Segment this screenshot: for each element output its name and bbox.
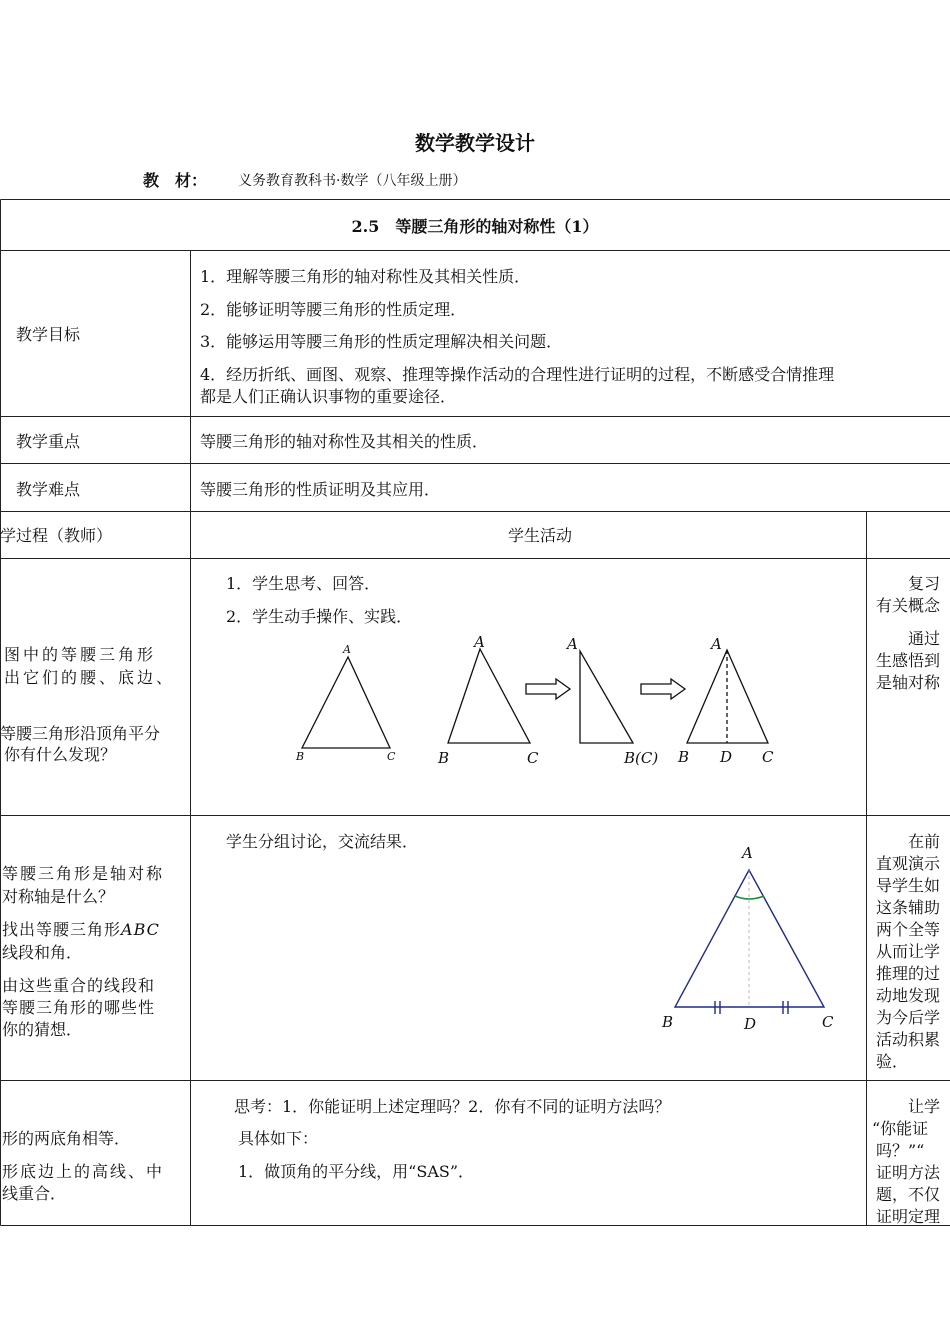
textbook-label: 教 材： bbox=[143, 171, 208, 190]
row2-note-8: 动地发现 bbox=[876, 986, 941, 1005]
objective-2: 2．能够证明等腰三角形的性质定理． bbox=[200, 300, 467, 319]
row2-teacher-line-1: 等腰三角形是轴对称 bbox=[2, 864, 165, 883]
row3-teacher-line-1: 形的两底角相等． bbox=[2, 1129, 131, 1148]
folded-triangle bbox=[580, 651, 633, 743]
label-b-5: B bbox=[662, 1013, 674, 1031]
row1-note-1: 复习 bbox=[908, 574, 941, 593]
row2-teacher-line-5: 由这些重合的线段和 bbox=[2, 976, 156, 995]
row1-teacher-line-1: 图中的等腰三角形 bbox=[4, 645, 157, 664]
triangle-abc-1 bbox=[302, 657, 390, 748]
label-b-2: B bbox=[438, 749, 450, 767]
label-b-1: B bbox=[296, 750, 305, 763]
row3-note-6: 证明定理 bbox=[876, 1207, 941, 1226]
objective-4-cont: 都是人们正确认识事物的重要途径． bbox=[200, 387, 457, 406]
triangle-abc-blue bbox=[675, 870, 824, 1007]
row2-note-10: 活动积累 bbox=[876, 1030, 941, 1049]
row1-note-5: 是轴对称 bbox=[876, 673, 941, 692]
row2-note-1: 在前 bbox=[908, 832, 941, 851]
angle-arc bbox=[735, 896, 764, 899]
label-c-2: C bbox=[527, 749, 539, 767]
row1-note-2: 有关概念 bbox=[876, 596, 941, 615]
row2-teacher-line-3: 找出等腰三角形ABC bbox=[2, 920, 160, 939]
row2-teacher-line-2: 对称轴是什么？ bbox=[2, 887, 115, 906]
row3-note-2: “你能证 bbox=[872, 1119, 929, 1138]
objective-4: 4．经历折纸、画图、观察、推理等操作活动的合理性进行证明的过程，不断感受合情推理 bbox=[200, 365, 835, 384]
row1-teacher-line-4: 你有什么发现？ bbox=[4, 745, 117, 764]
objective-1: 1．理解等腰三角形的轴对称性及其相关性质． bbox=[200, 267, 531, 286]
label-c-5: C bbox=[822, 1013, 834, 1031]
label-b-4: B bbox=[678, 748, 690, 766]
lesson-heading: 2.5 等腰三角形的轴对称性（1） bbox=[351, 217, 599, 236]
row2-teacher-line-6: 等腰三角形的哪些性 bbox=[2, 998, 156, 1017]
row3-teacher-line-2: 形底边上的高线、中 bbox=[2, 1162, 165, 1181]
difficulty-label: 教学难点 bbox=[16, 480, 81, 499]
row2-note-5: 两个全等 bbox=[876, 920, 941, 939]
row1-note-3: 通过 bbox=[908, 629, 941, 648]
row2-note-7: 推理的过 bbox=[876, 964, 941, 983]
page-title: 数学教学设计 bbox=[415, 131, 535, 155]
row3-student-line-3: 1．做顶角的平分线，用“SAS”． bbox=[238, 1162, 475, 1181]
isosceles-triangle-figure bbox=[650, 840, 850, 1040]
difficulty-text: 等腰三角形的性质证明及其应用． bbox=[200, 480, 441, 499]
textbook-value: 义务教育教科书·数学（八年级上册） bbox=[238, 173, 467, 189]
row2-note-3: 导学生如 bbox=[876, 876, 941, 895]
row2-note-11: 验． bbox=[876, 1052, 909, 1071]
row3-student-line-1: 思考：1．你能证明上述定理吗？2．你有不同的证明方法吗？ bbox=[234, 1097, 671, 1116]
label-d-4: D bbox=[720, 748, 733, 766]
label-c-4: C bbox=[762, 748, 774, 766]
keypoint-label: 教学重点 bbox=[16, 432, 81, 451]
row3-note-5: 题，不仅 bbox=[876, 1185, 941, 1204]
objective-3: 3．能够运用等腰三角形的性质定理解决相关问题． bbox=[200, 332, 563, 351]
row1-student-line-1: 1．学生思考、回答． bbox=[226, 574, 381, 593]
row3-student-line-2: 具体如下： bbox=[238, 1129, 319, 1148]
arrow-right-icon-1 bbox=[526, 679, 570, 699]
row2-teacher-line-7: 你的猜想． bbox=[2, 1020, 83, 1039]
row1-teacher-line-3: 等腰三角形沿顶角平分 bbox=[0, 724, 161, 743]
triangle-abc-2 bbox=[448, 649, 530, 743]
row2-student-line: 学生分组讨论，交流结果． bbox=[226, 832, 419, 851]
row3-note-3: 吗？”“ bbox=[876, 1141, 925, 1160]
label-c-1: C bbox=[387, 750, 396, 763]
label-a-3: A bbox=[567, 635, 578, 653]
row2-teacher-line-4: 线段和角． bbox=[2, 943, 83, 962]
student-column-header: 学生活动 bbox=[508, 526, 573, 545]
arrow-right-icon-2 bbox=[641, 679, 685, 699]
row3-note-1: 让学 bbox=[908, 1097, 941, 1116]
label-bc: B(C) bbox=[624, 749, 659, 767]
row2-note-2: 直观演示 bbox=[876, 854, 941, 873]
folding-triangles-figure bbox=[290, 635, 780, 775]
label-a-4: A bbox=[711, 635, 722, 653]
row2-note-6: 从而让学 bbox=[876, 942, 941, 961]
row3-teacher-line-3: 线重合． bbox=[2, 1184, 67, 1203]
row1-teacher-line-2: 出它们的腰、底边、 bbox=[4, 668, 176, 687]
row2-note-9: 为今后学 bbox=[876, 1008, 941, 1027]
row1-student-line-2: 2．学生动手操作、实践． bbox=[226, 607, 413, 626]
row3-note-4: 证明方法 bbox=[876, 1163, 941, 1182]
label-a-2: A bbox=[474, 635, 485, 651]
label-d-5: D bbox=[744, 1015, 757, 1033]
row1-note-4: 生感悟到 bbox=[876, 651, 941, 670]
row2-note-4: 这条辅助 bbox=[876, 898, 941, 917]
label-a-5: A bbox=[742, 844, 753, 862]
label-a-1: A bbox=[343, 643, 351, 656]
objectives-label: 教学目标 bbox=[16, 325, 81, 344]
keypoint-text: 等腰三角形的轴对称性及其相关的性质． bbox=[200, 432, 489, 451]
teacher-column-header: 学过程（教师） bbox=[0, 526, 113, 545]
